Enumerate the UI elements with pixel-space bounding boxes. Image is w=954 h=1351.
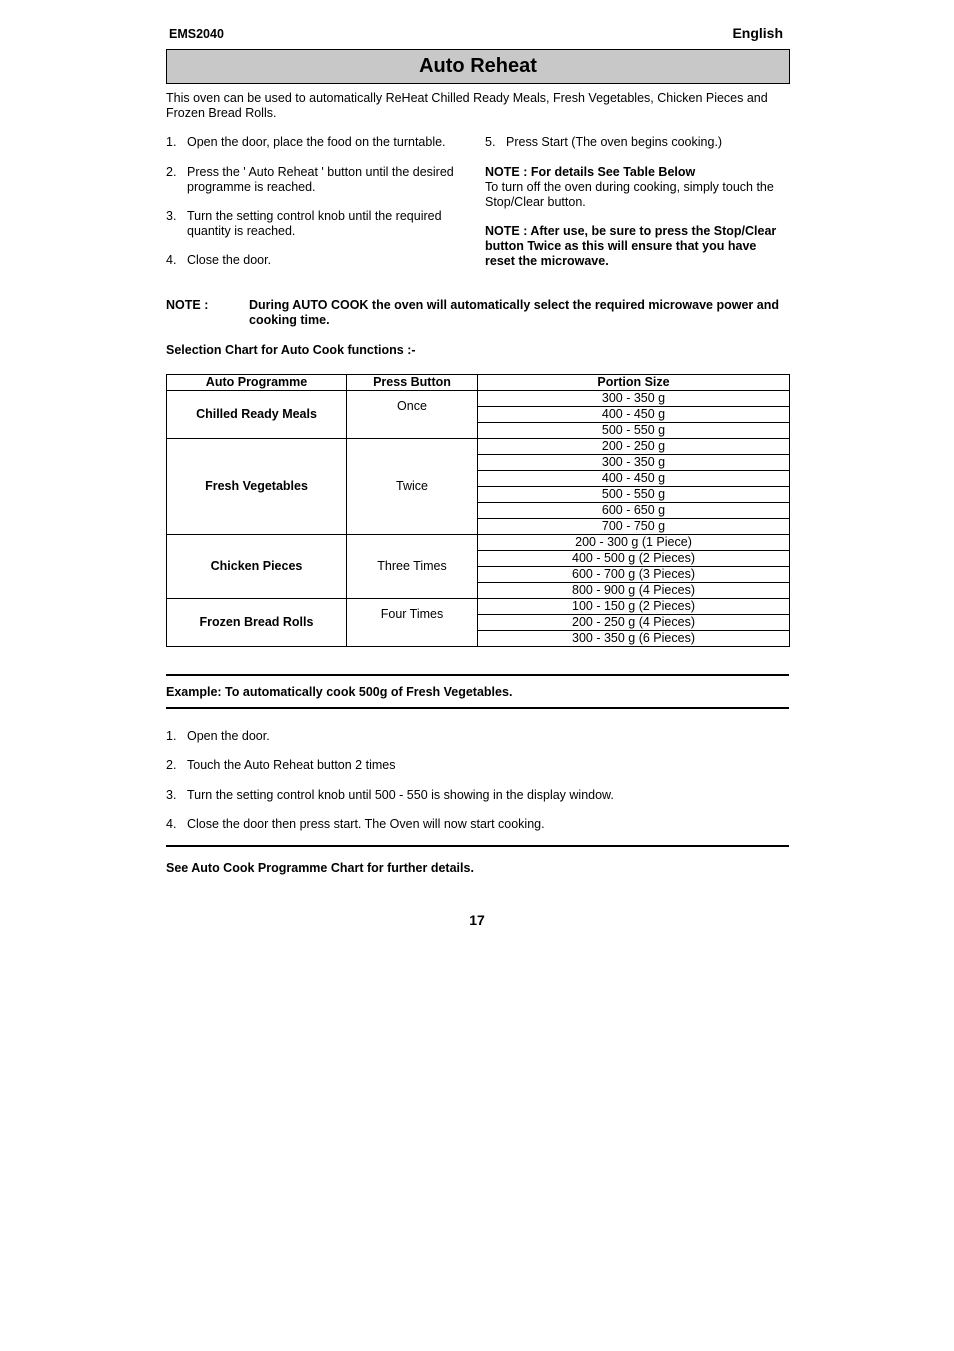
programme-cell: Fresh Vegetables [167, 439, 347, 535]
step-item [166, 135, 466, 165]
portion-cell: 200 - 300 g (1 Piece) [478, 535, 790, 551]
portion-cell: 100 - 150 g (2 Pieces) [478, 599, 790, 615]
instruction-steps [166, 135, 466, 268]
divider [166, 845, 789, 847]
step-number: 5. [485, 135, 496, 149]
column-header: Auto Programme [167, 375, 347, 391]
example-steps [166, 729, 789, 832]
portion-cell: 700 - 750 g [478, 519, 790, 535]
portion-cell: 300 - 350 g [478, 455, 790, 471]
note-stop-text: To turn off the oven during cooking, simply touch the Stop/Clear button. [485, 180, 774, 209]
portion-cell: 400 - 450 g [478, 407, 790, 423]
step-number: 4. [166, 817, 177, 831]
page-number: 17 [469, 912, 485, 928]
language-label: English [732, 25, 783, 41]
press-cell: Four Times [347, 599, 478, 647]
press-cell: Three Times [347, 535, 478, 599]
selection-chart-title: Selection Chart for Auto Cook functions :- [166, 343, 416, 357]
step-text: Turn the setting control knob until 500 - 550 is showing in the display window. [187, 788, 614, 802]
step-item [166, 788, 789, 817]
step-text: Press the ' Auto Reheat ' button until the desired programme is reached. [187, 165, 454, 194]
table-row [167, 391, 790, 407]
programme-cell: Chicken Pieces [167, 535, 347, 599]
step-number: 3. [166, 209, 177, 223]
step-text: Open the door, place the food on the turntable. [187, 135, 446, 149]
table-header-row [167, 375, 790, 391]
divider [166, 707, 789, 709]
column-header: Portion Size [478, 375, 790, 391]
note-label: NOTE : [166, 298, 209, 312]
example-title: Example: To automatically cook 500g of Fresh Vegetables. [166, 685, 513, 699]
model-number: EMS2040 [169, 27, 224, 41]
step-item [166, 758, 789, 788]
step-number: 2. [166, 758, 177, 772]
column-header: Press Button [347, 375, 478, 391]
step-text: Turn the setting control knob until the required quantity is reached. [187, 209, 442, 238]
step-text: Touch the Auto Reheat button 2 times [187, 758, 396, 772]
step-number: 1. [166, 135, 177, 149]
table-row [167, 439, 790, 455]
intro-paragraph: This oven can be used to automatically ReHeat Chilled Ready Meals, Fresh Vegetables, Chicken Pieces and Frozen Bread Rolls. [166, 91, 768, 120]
step-number: 4. [166, 253, 177, 267]
portion-cell: 500 - 550 g [478, 487, 790, 503]
right-column [485, 135, 785, 269]
table-row [167, 535, 790, 551]
portion-cell: 500 - 550 g [478, 423, 790, 439]
programme-cell: Chilled Ready Meals [167, 391, 347, 439]
page-title: Auto Reheat [166, 49, 790, 84]
portion-cell: 300 - 350 g (6 Pieces) [478, 631, 790, 647]
step-text: Close the door then press start. The Oven will now start cooking. [187, 817, 545, 831]
portion-cell: 400 - 450 g [478, 471, 790, 487]
table-row [167, 599, 790, 615]
programme-cell: Frozen Bread Rolls [167, 599, 347, 647]
step-item [166, 817, 789, 832]
auto-cook-table [166, 374, 790, 647]
step-item [166, 165, 466, 209]
portion-cell: 200 - 250 g (4 Pieces) [478, 615, 790, 631]
portion-cell: 200 - 250 g [478, 439, 790, 455]
see-chart-note: See Auto Cook Programme Chart for further details. [166, 861, 474, 875]
step-text: Close the door. [187, 253, 272, 267]
step-number: 2. [166, 165, 177, 179]
portion-cell: 800 - 900 g (4 Pieces) [478, 583, 790, 599]
press-cell: Twice [347, 439, 478, 535]
step-text: Open the door. [187, 729, 270, 743]
portion-cell: 300 - 350 g [478, 391, 790, 407]
step-item [166, 729, 789, 758]
step-item [485, 135, 785, 165]
divider [166, 674, 789, 676]
portion-cell: 600 - 650 g [478, 503, 790, 519]
step-number: 3. [166, 788, 177, 802]
step-text: Press Start (The oven begins cooking.) [506, 135, 723, 149]
portion-cell: 400 - 500 g (2 Pieces) [478, 551, 790, 567]
note-after-use: NOTE : After use, be sure to press the Stop/Clear button Twice as this will ensure that you have reset the microwave. [485, 224, 777, 268]
step-item [166, 209, 466, 253]
press-cell: Once [347, 391, 478, 439]
portion-cell: 600 - 700 g (3 Pieces) [478, 567, 790, 583]
note-autocook-text: During AUTO COOK the oven will automatically select the required microwave power and cooking time. [249, 298, 779, 327]
step-number: 1. [166, 729, 177, 743]
note-table-title: NOTE : For details See Table Below [485, 165, 696, 179]
step-item [166, 253, 466, 268]
